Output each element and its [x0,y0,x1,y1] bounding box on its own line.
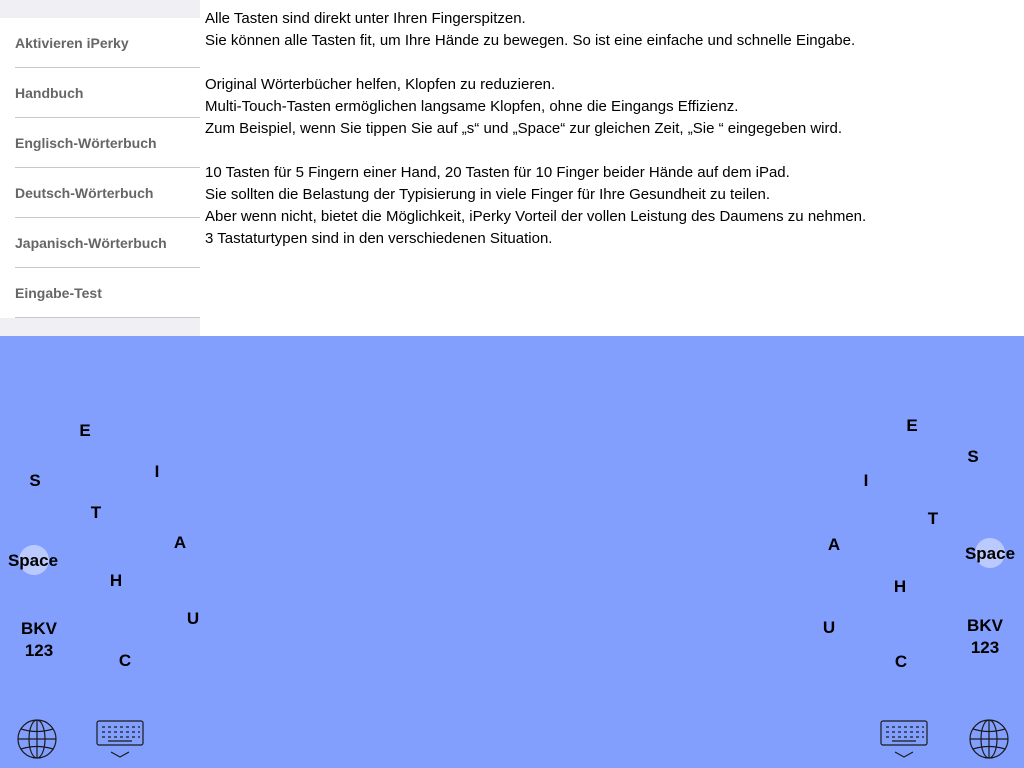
paragraph-gap [205,140,1015,162]
sidebar-item-aktivieren-iperky[interactable] [15,18,200,68]
key-right-bkv[interactable] [967,615,1003,659]
key-left-c[interactable]: C [118,651,132,670]
num-label: 123 [970,638,1000,657]
sidebar-item-label: Handbuch [15,84,84,101]
text-line: Alle Tasten sind direkt unter Ihren Fingerspitzen. [205,10,526,27]
globe-icon[interactable] [16,718,58,760]
key-right-h[interactable]: H [893,577,907,596]
key-right-c[interactable]: C [894,652,908,671]
key-right-s[interactable]: S [967,447,979,466]
sidebar-top-spacer [0,0,200,18]
sidebar-item-japanisch-woerterbuch[interactable] [15,218,200,268]
key-left-s[interactable]: S [29,471,41,490]
sidebar-item-handbuch[interactable] [15,68,200,118]
key-left-t[interactable]: T [90,503,102,522]
sidebar-item-englisch-woerterbuch[interactable] [15,118,200,168]
text-line: Zum Beispiel, wenn Sie tippen Sie auf „s“ und „Space“ zur gleichen Zeit, „Sie “ eingegeben wird. [205,120,842,137]
key-right-t[interactable]: T [927,509,939,528]
key-left-space[interactable]: Space [7,551,59,570]
text-line: Aber wenn nicht, bietet die Möglichkeit, iPerky Vorteil der vollen Leistung des Daumens zu nehmen. [205,208,867,225]
sidebar-item-label: Japanisch-Wörterbuch [15,234,167,251]
keyboard-hide-icon[interactable] [96,720,144,760]
paragraph-gap [205,52,1015,74]
sidebar-bottom-spacer [0,318,200,336]
sidebar-item-deutsch-woerterbuch[interactable] [15,168,200,218]
key-left-bkv[interactable] [21,618,57,662]
text-line: Sie können alle Tasten fit, um Ihre Hände zu bewegen. So ist eine einfache und schnelle Eingabe. [205,32,856,49]
bkv-label: BKV [967,616,1003,635]
num-label: 123 [24,641,54,660]
iperky-keyboard [0,336,1024,768]
key-right-i[interactable]: I [863,471,869,490]
key-left-a[interactable]: A [173,533,187,552]
text-line: Sie sollten die Belastung der Typisierung in viele Finger für Ihre Gesundheit zu teilen. [205,186,771,203]
key-right-space[interactable]: Space [964,544,1016,563]
bkv-label: BKV [21,619,57,638]
sidebar-item-eingabe-test[interactable] [15,268,200,318]
globe-icon[interactable] [968,718,1010,760]
sidebar-list [0,18,200,318]
text-line: 3 Tastaturtypen sind in den verschiedenen Situation. [205,230,553,247]
key-right-e[interactable]: E [906,416,918,435]
key-left-e[interactable]: E [79,421,91,440]
sidebar-item-label: Eingabe-Test [15,284,102,301]
sidebar-item-label: Aktivieren iPerky [15,34,129,51]
sidebar-item-label: Englisch-Wörterbuch [15,134,157,151]
key-right-u[interactable]: U [822,618,836,637]
sidebar-item-label: Deutsch-Wörterbuch [15,184,154,201]
key-left-h[interactable]: H [109,571,123,590]
key-right-a[interactable]: A [827,535,841,554]
sidebar [0,0,200,318]
text-line: Original Wörterbücher helfen, Klopfen zu reduzieren. [205,76,556,93]
key-left-u[interactable]: U [186,609,200,628]
key-left-i[interactable]: I [154,462,160,481]
manual-text [205,8,1015,250]
text-line: 10 Tasten für 5 Fingern einer Hand, 20 Tasten für 10 Finger beider Hände auf dem iPad. [205,164,790,181]
text-line: Multi-Touch-Tasten ermöglichen langsame Klopfen, ohne die Eingangs Effizienz. [205,98,739,115]
keyboard-hide-icon[interactable] [880,720,928,760]
